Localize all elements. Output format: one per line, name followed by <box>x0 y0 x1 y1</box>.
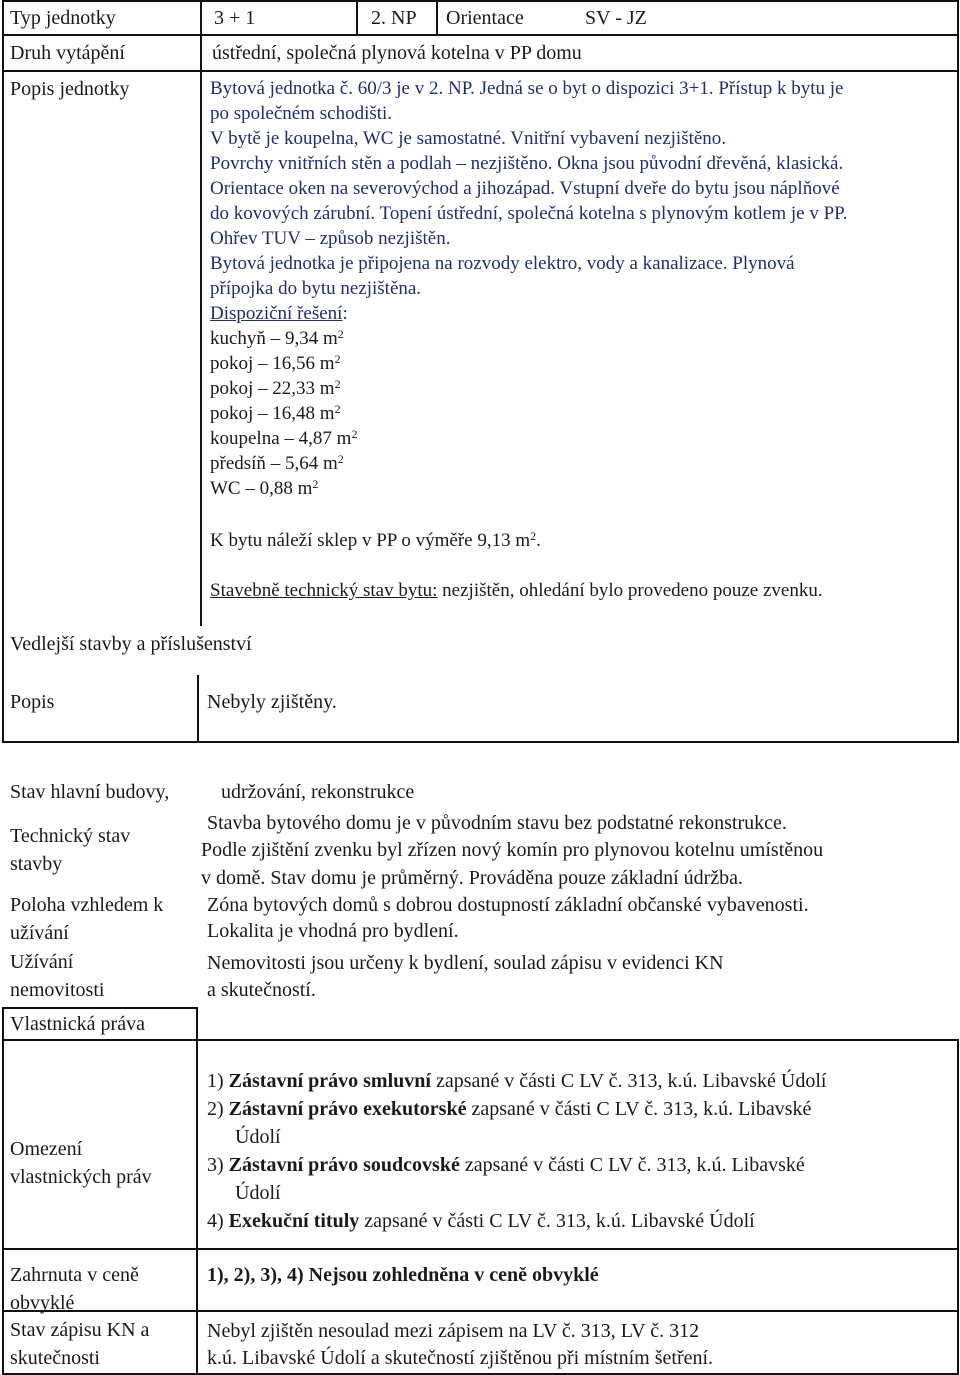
description-line: Orientace oken na severovýchod a jihozápad. Vstupní dveře do bytu jsou náplňové <box>210 178 840 199</box>
table-border <box>2 1039 4 1375</box>
usage-line: a skutečností. <box>207 979 316 1001</box>
room-area-superscript: 2 <box>334 352 341 366</box>
kn-label <box>10 1316 149 1372</box>
room-area-superscript: 2 <box>337 452 344 466</box>
restriction-item <box>207 1067 826 1095</box>
table-border <box>2 1007 4 1041</box>
room-area: 22,33 m <box>272 378 335 399</box>
restriction-detail: zapsané v části C LV č. 313, k.ú. Libavské Údolí <box>359 1210 755 1232</box>
usage-label-line: nemovitosti <box>10 979 105 1001</box>
table-border <box>2 70 958 72</box>
flat-state-label: Stavebně technický stav bytu: <box>210 580 438 601</box>
room-area-superscript: 2 <box>351 427 358 441</box>
restriction-list <box>207 1067 826 1235</box>
kn-label-line: Stav zápisu KN a <box>10 1319 150 1341</box>
restrictions-label-line: vlastnických práv <box>10 1166 152 1188</box>
room-dash: – <box>270 453 281 474</box>
table-border <box>2 0 958 2</box>
flat-state-value: nezjištěn, ohledání bylo provedeno pouze zvenku. <box>437 580 823 601</box>
table-border <box>200 0 202 626</box>
position-label <box>10 891 163 947</box>
ownership-title: Vlastnická práva <box>10 1013 145 1035</box>
table-border <box>196 1039 198 1375</box>
room-dash: – <box>258 353 268 374</box>
usage-label-line: Užívání <box>10 951 74 973</box>
room-dash: – <box>284 428 294 449</box>
price-label <box>10 1261 139 1317</box>
restriction-title: Zástavní právo exekutorské <box>228 1098 467 1120</box>
room-row <box>210 326 357 351</box>
room-area: 16,48 m <box>272 403 335 424</box>
kn-line: Nebyl zjištěn nesoulad mezi zápisem na LV č. 313, LV č. 312 <box>207 1320 700 1342</box>
room-dash: – <box>258 403 268 424</box>
tech-state-line: Stavba bytového domu je v původním stavu bez podstatné rekonstrukce. <box>207 812 787 834</box>
room-name: kuchyň <box>210 328 266 349</box>
heating-value: ústřední, společná plynová kotelna v PP domu <box>212 42 582 64</box>
tech-state-line: v domě. Stav domu je průměrný. Prováděna pouze základní údržba. <box>201 867 744 889</box>
layout-heading <box>210 301 955 326</box>
layout-title: Dispoziční řešení <box>210 303 343 324</box>
room-area-superscript: 2 <box>312 477 319 491</box>
room-area-superscript: 2 <box>334 402 341 416</box>
restriction-title: Exekuční tituly <box>228 1210 360 1232</box>
room-name: pokoj <box>210 403 254 424</box>
usage-label <box>10 948 104 1004</box>
description-line: V bytě je koupelna, WC je samostatné. Vnitřní vybavení nezjištěno. <box>210 128 727 149</box>
room-row <box>210 426 357 451</box>
restrictions-label <box>10 1135 152 1191</box>
room-name: WC <box>210 478 241 499</box>
heating-label: Druh vytápění <box>10 42 125 64</box>
price-label-line: Zahrnuta v ceně <box>10 1264 139 1286</box>
restriction-item <box>207 1095 826 1123</box>
restriction-item <box>207 1151 826 1179</box>
restriction-continuation: Údolí <box>235 1126 281 1148</box>
table-border <box>2 0 4 743</box>
room-area: 4,87 m <box>298 428 352 449</box>
description-line: Povrchy vnitřních stěn a podlah – nezjištěno. Okna jsou původní dřevěná, klasická. <box>210 153 844 174</box>
room-row <box>210 476 357 501</box>
room-dash: – <box>258 378 268 399</box>
tech-state-label-line: Technický stav <box>10 825 131 847</box>
position-label-line: Poloha vzhledem k <box>10 894 164 916</box>
accessory-popis-label: Popis <box>10 691 55 713</box>
unit-type-value: 3 + 1 <box>214 7 256 29</box>
description-line: přípojka do bytu nezjištěna. <box>210 278 422 299</box>
restriction-number: 1) <box>207 1070 229 1092</box>
building-title-part-b: udržování, rekonstrukce <box>221 781 415 803</box>
table-border <box>2 1310 958 1312</box>
flat-technical-state <box>210 578 823 603</box>
room-area: 16,56 m <box>272 353 335 374</box>
accessory-title: Vedlejší stavby a příslušenství <box>10 633 252 655</box>
restriction-title: Zástavní právo smluvní <box>228 1070 431 1092</box>
cellar-info <box>210 528 541 553</box>
table-border <box>2 741 958 743</box>
usage-line: Nemovitosti jsou určeny k bydlení, soulad zápisu v evidenci KN <box>207 952 724 974</box>
restriction-number: 3) <box>207 1154 229 1176</box>
room-dash: – <box>270 328 281 349</box>
tech-state-line: Podle zjištění zvenku byl zřízen nový komín pro plynovou kotelnu umístěnou <box>201 839 824 861</box>
restriction-item <box>207 1207 826 1235</box>
tech-state-label <box>10 822 130 878</box>
table-border <box>196 1007 198 1041</box>
building-section-title <box>10 780 415 805</box>
table-border <box>2 1007 198 1009</box>
description-line: Ohřev TUV – způsob nezjištěn. <box>210 228 451 249</box>
room-name: předsíň <box>210 453 266 474</box>
position-line: Zóna bytových domů s dobrou dostupností základní občanské vybavenosti. <box>207 894 809 916</box>
table-border <box>957 1039 959 1375</box>
restrictions-label-line: Omezení <box>10 1138 83 1160</box>
table-border <box>957 0 959 743</box>
position-line: Lokalita je vhodná pro bydlení. <box>207 920 459 942</box>
cellar-superscript: 2 <box>530 529 537 543</box>
room-row <box>210 376 357 401</box>
restriction-number: 4) <box>207 1210 229 1232</box>
room-area: 9,34 m <box>284 328 338 349</box>
cellar-text: K bytu náleží sklep v PP o výměře 9,13 m <box>210 530 531 551</box>
room-row <box>210 401 357 426</box>
description-line: Bytová jednotka je připojena na rozvody elektro, vody a kanalizace. Plynová <box>210 253 795 274</box>
room-name: koupelna <box>210 428 280 449</box>
table-border <box>356 0 358 36</box>
room-row <box>210 451 357 476</box>
price-value: 1), 2), 3), 4) Nejsou zohledněna v ceně obvyklé <box>207 1264 599 1286</box>
description-line: do kovových zárubní. Topení ústřední, společná kotelna s plynovým kotlem je v PP. <box>210 203 848 224</box>
restriction-title: Zástavní právo soudcovské <box>228 1154 460 1176</box>
room-area-superscript: 2 <box>337 327 344 341</box>
description-line: po společném schodišti. <box>210 103 393 124</box>
kn-label-line: skutečnosti <box>10 1347 100 1369</box>
building-title-part-a: Stav hlavní budovy, <box>10 781 170 803</box>
layout-colon: : <box>342 303 348 324</box>
unit-floor-value: 2. NP <box>371 7 417 29</box>
cellar-end: . <box>536 530 541 551</box>
unit-description <box>210 76 955 326</box>
description-label: Popis jednotky <box>10 78 130 100</box>
orientation-label: Orientace <box>446 7 524 29</box>
restriction-detail: zapsané v části C LV č. 313, k.ú. Libavské <box>459 1154 805 1176</box>
position-label-line: užívání <box>10 922 69 944</box>
restriction-number: 2) <box>207 1098 229 1120</box>
room-row <box>210 351 357 376</box>
orientation-value: SV - JZ <box>585 7 647 29</box>
tech-state-label-line: stavby <box>10 853 63 875</box>
room-dash: – <box>245 478 255 499</box>
room-name: pokoj <box>210 353 254 374</box>
table-border <box>436 0 438 36</box>
unit-type-label: Typ jednotky <box>10 7 116 29</box>
table-border <box>2 34 958 36</box>
table-border <box>2 1039 958 1041</box>
room-list <box>210 326 357 501</box>
room-name: pokoj <box>210 378 254 399</box>
room-area: 5,64 m <box>284 453 338 474</box>
kn-line: k.ú. Libavské Údolí a skutečností zjištěnou při místním šetření. <box>207 1347 714 1369</box>
description-line: Bytová jednotka č. 60/3 je v 2. NP. Jedná se o byt o dispozici 3+1. Přístup k bytu je <box>210 78 844 99</box>
restriction-continuation: Údolí <box>235 1182 281 1204</box>
room-area: 0,88 m <box>259 478 313 499</box>
accessory-popis-value: Nebyly zjištěny. <box>207 691 337 713</box>
restriction-detail: zapsané v části C LV č. 313, k.ú. Libavské <box>466 1098 812 1120</box>
restriction-detail: zapsané v části C LV č. 313, k.ú. Libavské Údolí <box>430 1070 827 1092</box>
table-border <box>2 1248 958 1250</box>
table-border <box>197 675 199 743</box>
room-area-superscript: 2 <box>334 377 341 391</box>
price-label-line: obvyklé <box>10 1292 75 1314</box>
